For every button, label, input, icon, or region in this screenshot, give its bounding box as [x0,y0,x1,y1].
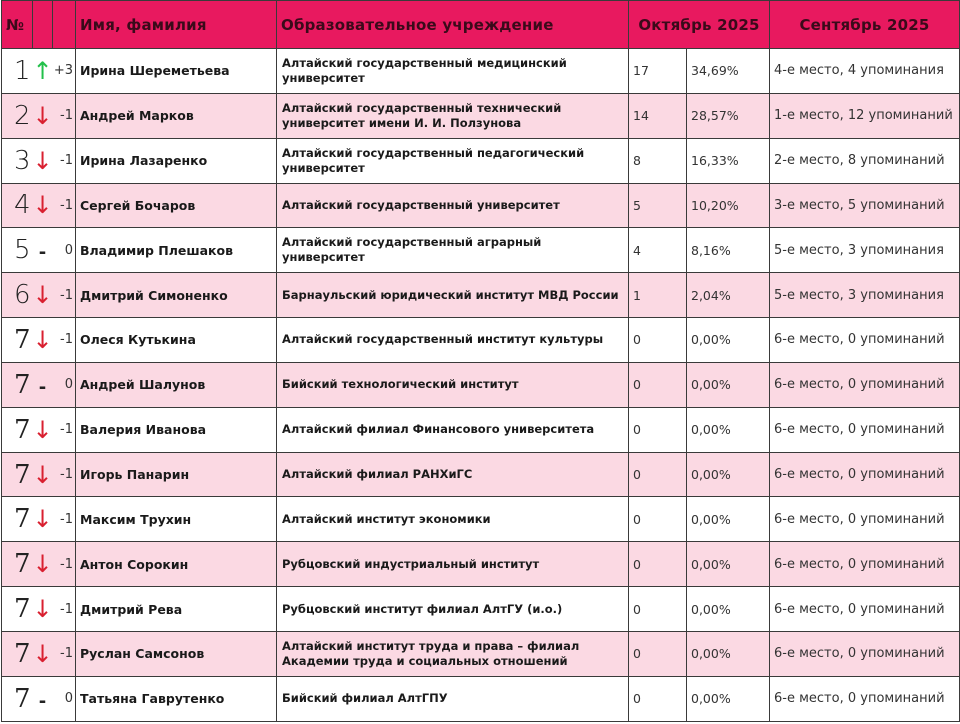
person-name: Дмитрий Симоненко [76,273,277,318]
october-percent: 0,00% [687,362,770,407]
rank: 7 [2,497,33,542]
rank: 7 [2,542,33,587]
september-result: 6-е место, 0 упоминаний [770,497,960,542]
person-name: Ирина Шереметьева [76,49,277,94]
rank: 7 [2,587,33,632]
september-result: 5-е место, 3 упоминания [770,228,960,273]
header-september: Сентябрь 2025 [770,1,960,49]
person-name: Ирина Лазаренко [76,138,277,183]
arrow-down-icon: ↓ [32,505,53,534]
table-row [2,452,960,497]
rank-change: 0 [53,362,76,407]
person-name: Руслан Самсонов [76,631,277,676]
rank: 3 [2,138,33,183]
october-percent: 0,00% [687,587,770,632]
institution: Алтайский государственный университет [277,183,629,228]
table-row [2,138,960,183]
october-percent: 16,33% [687,138,770,183]
september-result: 2-е место, 8 упоминаний [770,138,960,183]
institution: Алтайский государственный педагогический университет [277,138,629,183]
october-count: 0 [629,631,687,676]
table-row [2,318,960,363]
rank: 7 [2,676,33,721]
october-percent: 10,20% [687,183,770,228]
person-name: Дмитрий Рева [76,587,277,632]
institution: Рубцовский индустриальный институт [277,542,629,587]
rank-change: -1 [53,542,76,587]
person-name: Татьяна Гаврутенко [76,676,277,721]
institution: Бийский филиал АлтГПУ [277,676,629,721]
september-result: 6-е место, 0 упоминаний [770,542,960,587]
october-percent: 0,00% [687,452,770,497]
header-change [53,1,76,49]
october-count: 1 [629,273,687,318]
september-result: 6-е место, 0 упоминаний [770,407,960,452]
october-percent: 0,00% [687,497,770,542]
october-percent: 0,00% [687,542,770,587]
september-result: 6-е место, 0 упоминаний [770,587,960,632]
october-percent: 2,04% [687,273,770,318]
table-row [2,497,960,542]
september-result: 6-е место, 0 упоминаний [770,631,960,676]
rank-change: 0 [53,676,76,721]
october-count: 0 [629,318,687,363]
institution: Алтайский государственный технический университет имени И. И. Ползунова [277,93,629,138]
person-name: Сергей Бочаров [76,183,277,228]
institution: Алтайский филиал РАНХиГС [277,452,629,497]
arrow-down-icon: ↓ [32,191,53,220]
table-header-row [2,1,960,49]
arrow-up-icon: ↑ [32,56,53,85]
header-num: № [2,1,33,49]
rank-change: -1 [53,497,76,542]
person-name: Антон Сорокин [76,542,277,587]
institution: Алтайский государственный аграрный университет [277,228,629,273]
september-result: 6-е место, 0 упоминаний [770,318,960,363]
rank: 1 [2,49,33,94]
rank: 7 [2,631,33,676]
arrow-down-icon: ↓ [32,281,53,310]
september-result: 6-е место, 0 упоминаний [770,362,960,407]
table-row [2,228,960,273]
october-count: 0 [629,407,687,452]
institution: Алтайский институт труда и права – филиал Академии труда и социальных отношений [277,631,629,676]
october-percent: 0,00% [687,631,770,676]
rank-change: -1 [53,452,76,497]
table-row [2,407,960,452]
september-result: 3-е место, 5 упоминаний [770,183,960,228]
ranking-table [1,0,960,722]
person-name: Игорь Панарин [76,452,277,497]
rank: 7 [2,318,33,363]
person-name: Андрей Марков [76,93,277,138]
september-result: 6-е место, 0 упоминаний [770,676,960,721]
october-percent: 8,16% [687,228,770,273]
rank: 7 [2,452,33,497]
october-count: 5 [629,183,687,228]
rank-change: -1 [53,407,76,452]
dash-icon: - [38,690,47,712]
october-count: 4 [629,228,687,273]
institution: Барнаульский юридический институт МВД России [277,273,629,318]
arrow-down-icon: ↓ [32,101,53,130]
institution: Алтайский филиал Финансового университета [277,407,629,452]
september-result: 4-е место, 4 упоминания [770,49,960,94]
rank: 5 [2,228,33,273]
person-name: Владимир Плешаков [76,228,277,273]
rank: 7 [2,407,33,452]
october-percent: 0,00% [687,676,770,721]
institution: Алтайский государственный медицинский университет [277,49,629,94]
october-percent: 34,69% [687,49,770,94]
october-count: 0 [629,676,687,721]
table-row [2,273,960,318]
rank: 4 [2,183,33,228]
person-name: Максим Трухин [76,497,277,542]
arrow-down-icon: ↓ [32,415,53,444]
rank: 7 [2,362,33,407]
october-count: 0 [629,542,687,587]
september-result: 5-е место, 3 упоминания [770,273,960,318]
october-count: 17 [629,49,687,94]
table-row [2,362,960,407]
header-institution: Образовательное учреждение [277,1,629,49]
rank-change: 0 [53,228,76,273]
rank-change: -1 [53,587,76,632]
table-row [2,631,960,676]
october-percent: 0,00% [687,318,770,363]
institution: Бийский технологический институт [277,362,629,407]
rank-change: -1 [53,273,76,318]
table-row [2,676,960,721]
rank-change: -1 [53,318,76,363]
table-row [2,49,960,94]
rank-change: -1 [53,93,76,138]
rank-change: +3 [53,49,76,94]
institution: Алтайский институт экономики [277,497,629,542]
header-name: Имя, фамилия [76,1,277,49]
rank-change: -1 [53,631,76,676]
table-row [2,542,960,587]
october-count: 0 [629,497,687,542]
rank: 2 [2,93,33,138]
institution: Рубцовский институт филиал АлтГУ (и.о.) [277,587,629,632]
october-count: 0 [629,587,687,632]
table-row [2,183,960,228]
october-count: 0 [629,452,687,497]
arrow-down-icon: ↓ [32,595,53,624]
arrow-down-icon: ↓ [32,550,53,579]
october-count: 8 [629,138,687,183]
person-name: Андрей Шалунов [76,362,277,407]
header-october: Октябрь 2025 [629,1,770,49]
september-result: 6-е место, 0 упоминаний [770,452,960,497]
header-trend [33,1,53,49]
person-name: Олеся Кутькина [76,318,277,363]
arrow-down-icon: ↓ [32,639,53,668]
person-name: Валерия Иванова [76,407,277,452]
arrow-down-icon: ↓ [32,325,53,354]
arrow-down-icon: ↓ [32,460,53,489]
rank: 6 [2,273,33,318]
october-percent: 28,57% [687,93,770,138]
october-count: 14 [629,93,687,138]
september-result: 1-е место, 12 упоминаний [770,93,960,138]
october-percent: 0,00% [687,407,770,452]
table-row [2,587,960,632]
arrow-down-icon: ↓ [32,146,53,175]
october-count: 0 [629,362,687,407]
table-row [2,93,960,138]
dash-icon: - [38,376,47,398]
institution: Алтайский государственный институт культуры [277,318,629,363]
rank-change: -1 [53,138,76,183]
rank-change: -1 [53,183,76,228]
dash-icon: - [38,242,47,264]
